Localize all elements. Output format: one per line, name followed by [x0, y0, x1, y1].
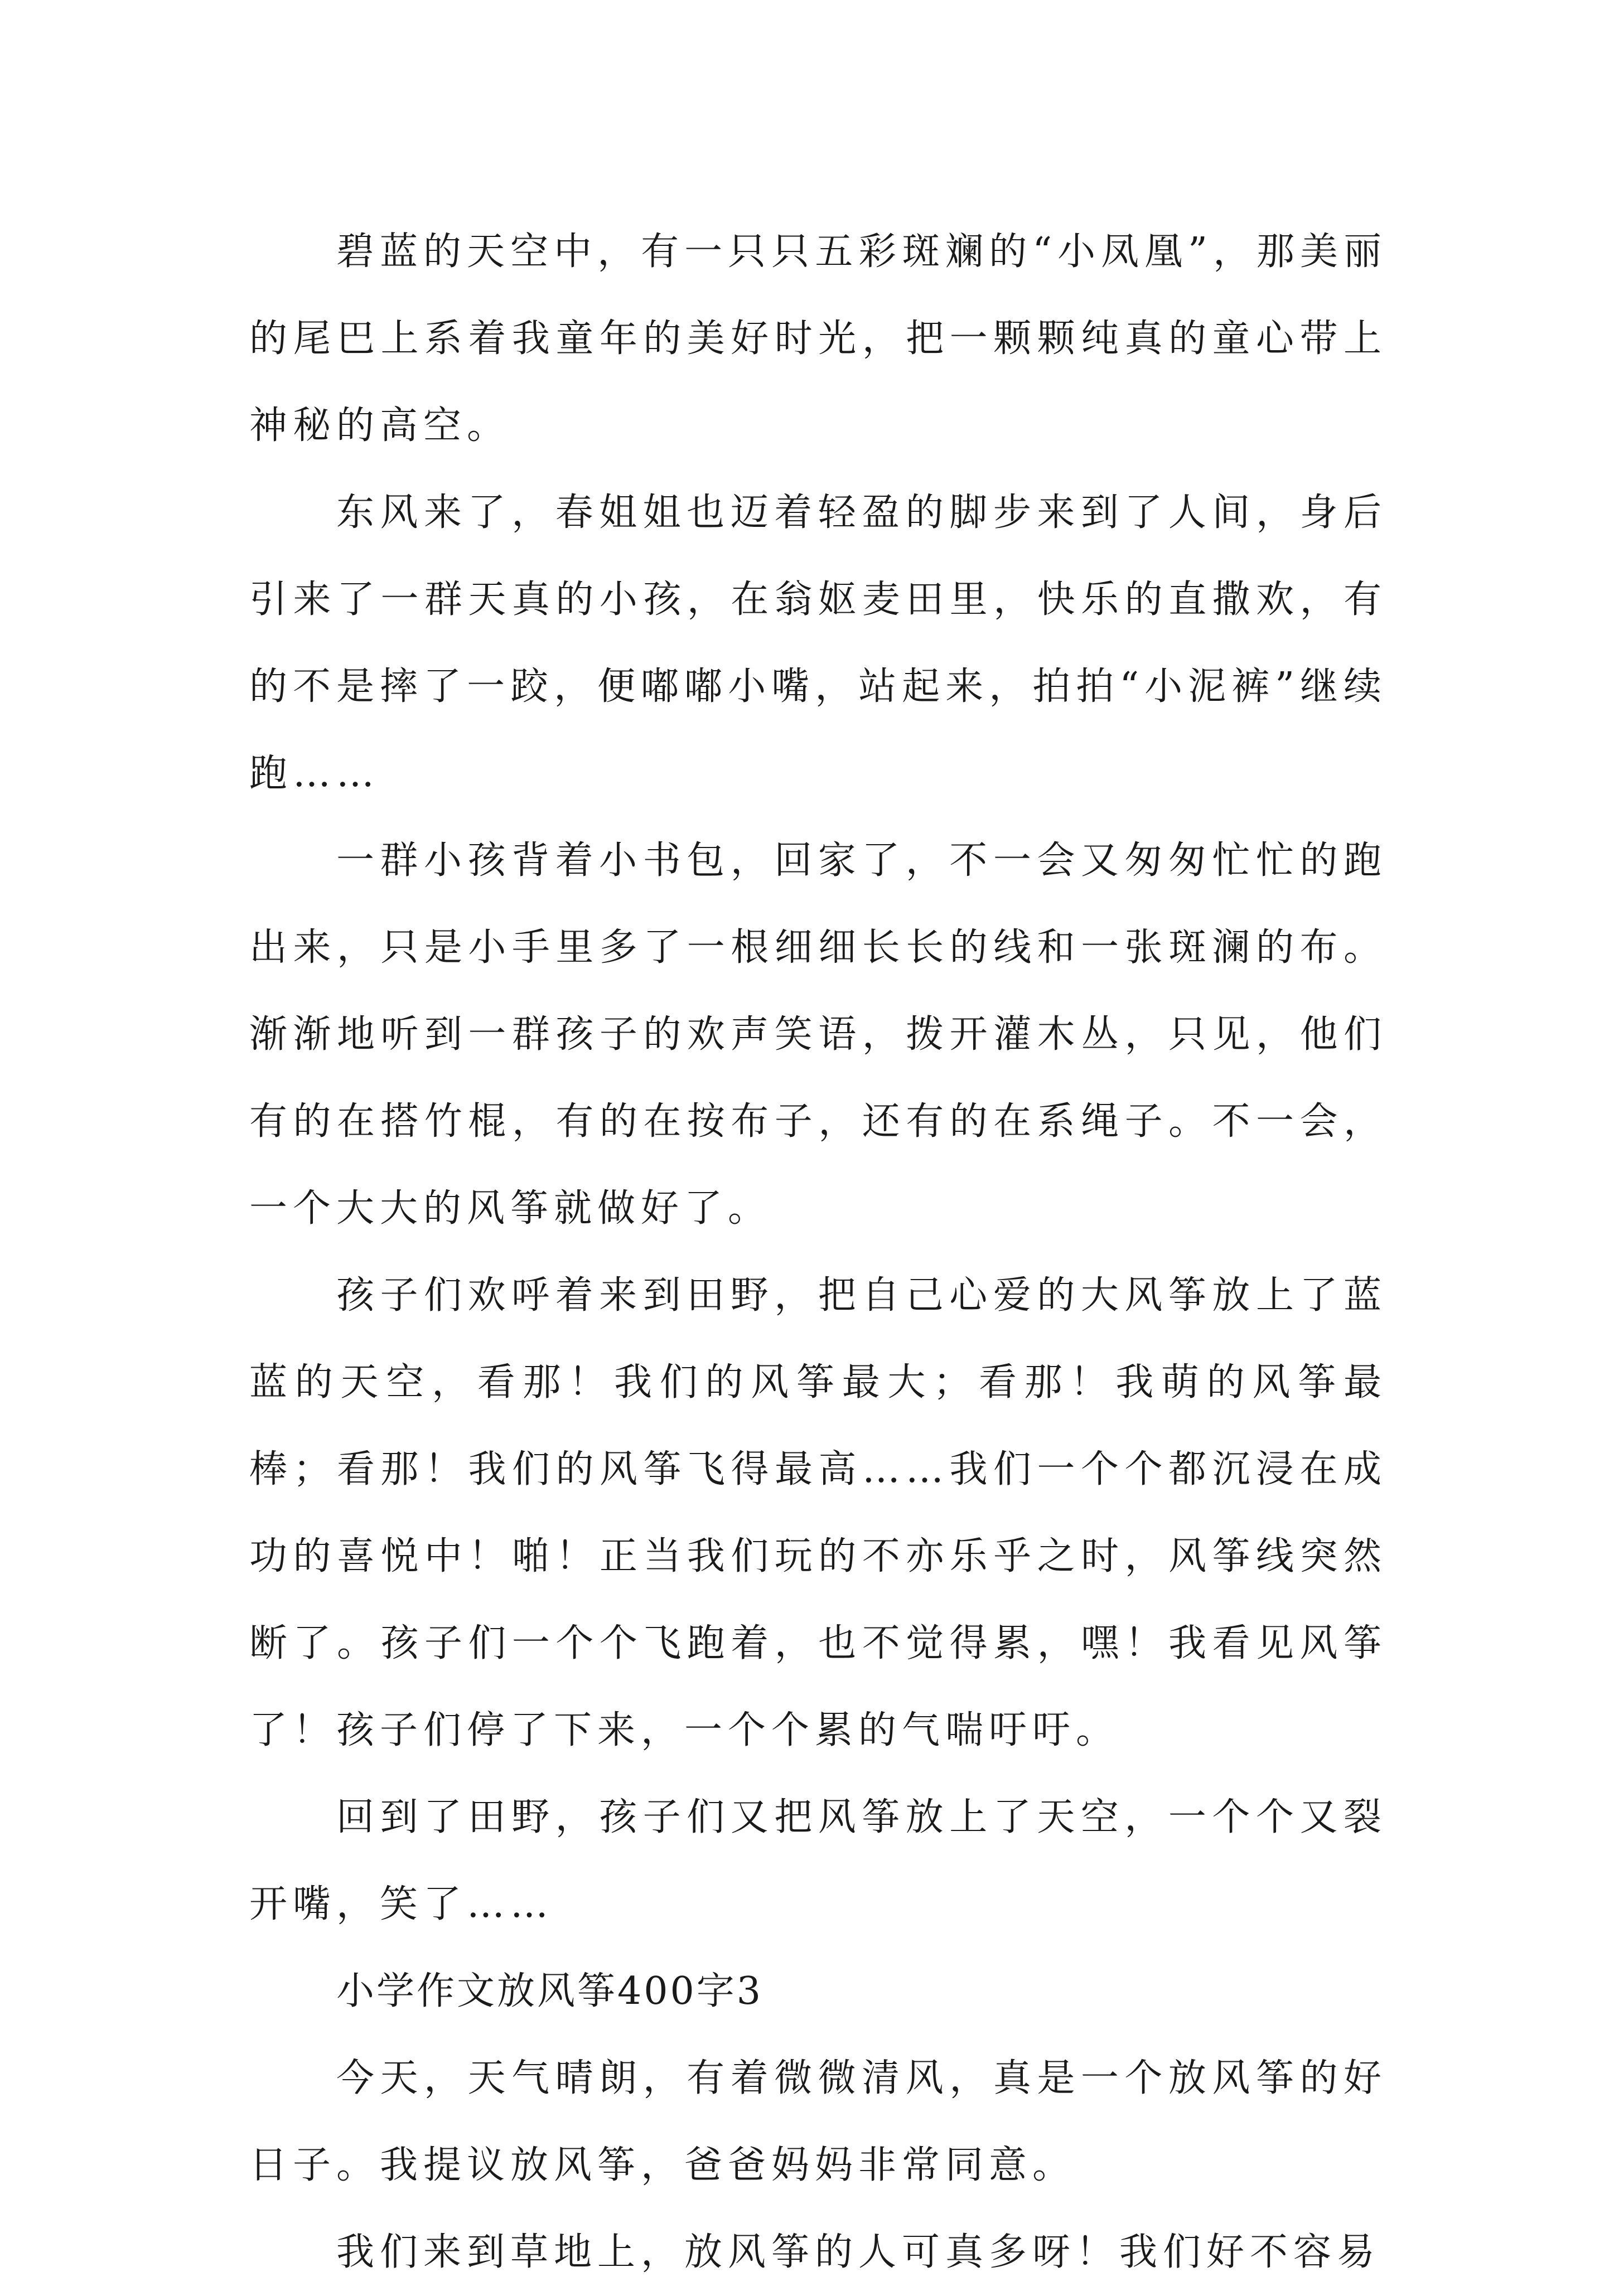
paragraph-1: 碧蓝的天空中，有一只只五彩斑斓的“小凤凰”，那美丽的尾巴上系着我童年的美好时光，把一颗颗纯真的童心带上神秘的高空。 — [249, 230, 1387, 448]
section-heading: 小学作文放风筝400字3 — [336, 1969, 763, 2013]
paragraph-3: 一群小孩背着小书包，回家了，不一会又匆匆忙忙的跑出来，只是小手里多了一根细细长长的线和一张斑澜的布。渐渐地听到一群孩子的欢声笑语，拨开灌木丛，只见，他们有的在搭竹棍，有的在按布子，还有的在系绳子。不一会，一个大大的风筝就做好了。 — [249, 839, 1387, 1231]
paragraph-5: 回到了田野，孩子们又把风筝放上了天空，一个个又裂开嘴，笑了…… — [249, 1795, 1387, 1926]
paragraph-6: 今天，天气晴朗，有着微微清风，真是一个放风筝的好日子。我提议放风筝，爸爸妈妈非常同意。 — [249, 2056, 1387, 2187]
essay-body — [249, 209, 1387, 2296]
paragraph-7: 我们来到草地上，放风筝的人可真多呀！我们好不容易 — [336, 2230, 1381, 2274]
paragraph-2: 东风来了，春姐姐也迈着轻盈的脚步来到了人间，身后引来了一群天真的小孩，在翁妪麦田里，快乐的直撒欢，有的不是摔了一跤，便嘟嘟小嘴，站起来，拍拍“小泥裤”继续跑…… — [249, 491, 1387, 796]
paragraph-4: 孩子们欢呼着来到田野，把自己心爱的大风筝放上了蓝蓝的天空，看那！我们的风筝最大；看那！我萌的风筝最棒；看那！我们的风筝飞得最高……我们一个个都沉浸在成功的喜悦中！啪！正当我们玩的不亦乐乎之时，风筝线突然断了。孩子们一个个飞跑着，也不觉得累，嘿！我看见风筝了！孩子们停了下来，一个个累的气喘吁吁。 — [249, 1273, 1387, 1752]
